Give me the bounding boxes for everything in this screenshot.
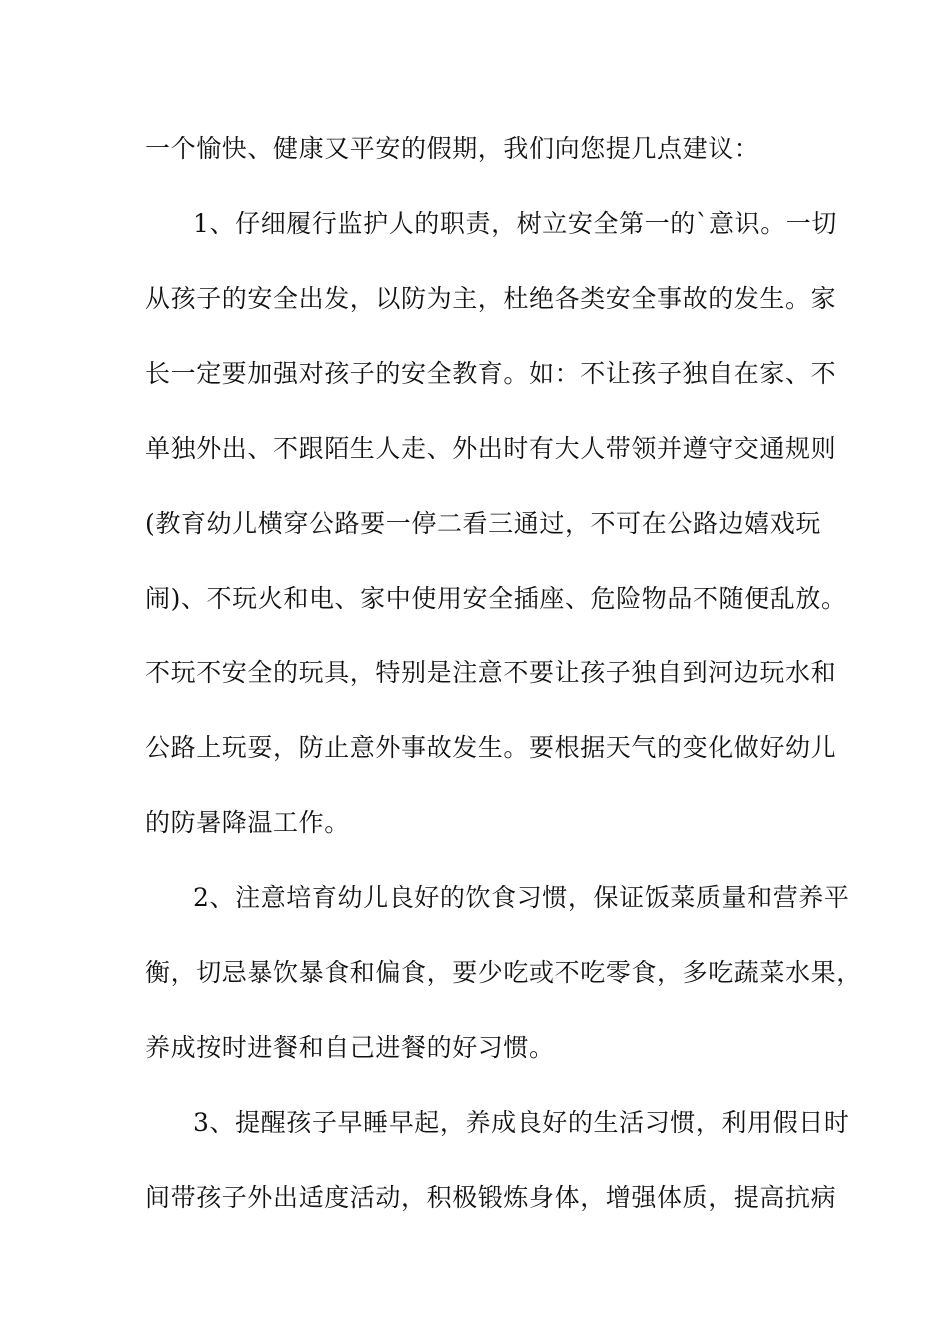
text-line: 单独外出、不跟陌生人走、外出时有大人带领并遵守交通规则: [145, 434, 837, 463]
text-line: 公路上玩耍，防止意外事故发生。要根据天气的变化做好幼儿: [145, 733, 837, 762]
paragraph-2-first-line: 2、注意培育幼儿良好的饮食习惯，保证饭菜质量和营养平: [193, 883, 850, 912]
text-line: 养成按时进餐和自己进餐的好习惯。: [145, 1033, 555, 1062]
text-line: 间带孩子外出适度活动，积极锻炼身体，增强体质，提高抗病: [145, 1183, 837, 1212]
text-line: 不玩不安全的玩具，特别是注意不要让孩子独自到河边玩水和: [145, 658, 837, 687]
text-line: 长一定要加强对孩子的安全教育。如：不让孩子独自在家、不: [145, 359, 837, 388]
text-line: 从孩子的安全出发，以防为主，杜绝各类安全事故的发生。家: [145, 284, 837, 313]
text-line: 一个愉快、健康又平安的假期，我们向您提几点建议：: [145, 134, 760, 163]
text-line: 的防暑降温工作。: [145, 808, 350, 837]
paragraph-3-first-line: 3、提醒孩子早睡早起，养成良好的生活习惯，利用假日时: [193, 1108, 850, 1137]
text-line: 衡，切忌暴饮暴食和偏食，要少吃或不吃零食，多吃蔬菜水果，: [145, 958, 862, 987]
paragraph-1-first-line: 1、仔细履行监护人的职责，树立安全第一的`意识。一切: [193, 209, 838, 238]
text-line: 闹)、不玩火和电、家中使用安全插座、危险物品不随便乱放。: [145, 584, 847, 613]
text-line: (教育幼儿横穿公路要一停二看三通过，不可在公路边嬉戏玩: [145, 509, 821, 538]
